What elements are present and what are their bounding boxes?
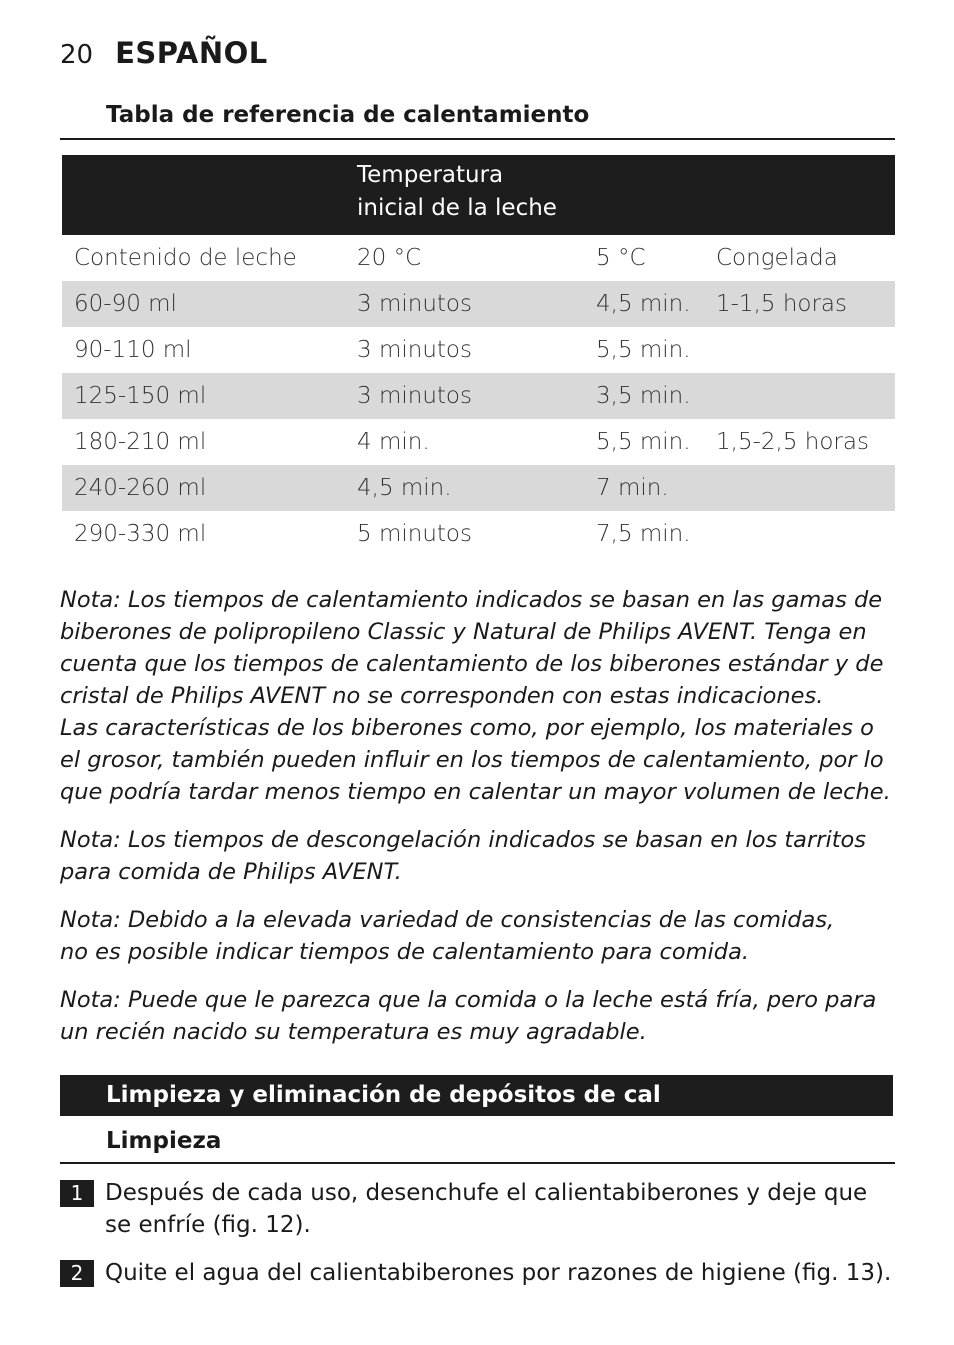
table-cell: 4,5 min. <box>357 465 596 511</box>
header-cell-initial-temperature <box>357 155 596 235</box>
note-paragraph: Nota: Debido a la elevada variedad de consistencias de las comidas, no es posible indicar tiempos de calentamiento para comida. <box>60 907 835 965</box>
table-cell: 240-260 ml <box>62 465 357 511</box>
step-text: Después de cada uso, desenchufe el calientabiberones y deje que se enfríe (fig. 12). <box>105 1180 868 1238</box>
step-item <box>60 1257 900 1289</box>
step-text: Quite el agua del calientabiberones por razones de higiene (fig. 13). <box>105 1260 892 1286</box>
table-cell: 5 minutos <box>357 521 472 547</box>
step-number-badge: 1 <box>60 1180 94 1207</box>
table-cell: 3,5 min. <box>596 373 716 419</box>
table-row <box>62 465 895 511</box>
step-item <box>60 1177 900 1241</box>
step-number-badge: 2 <box>60 1260 94 1287</box>
note-paragraph: Nota: Puede que le parezca que la comida o la leche está fría, pero para un recién nacido su temperatura es muy agradable. <box>60 987 877 1045</box>
table-cell: 7,5 min. <box>596 521 691 547</box>
table-cell: 1,5-2,5 horas <box>716 429 869 455</box>
header-cell <box>62 155 357 235</box>
header-cell <box>716 155 895 235</box>
header-cell <box>596 155 716 235</box>
table-cell: 4 min. <box>357 429 430 455</box>
page-header <box>60 36 268 70</box>
table-cell: 1-1,5 horas <box>716 281 895 327</box>
table-cell: 90-110 ml <box>74 337 192 363</box>
table-row <box>62 511 895 557</box>
table-cell: 5 °C <box>596 245 646 271</box>
language-heading: ESPAÑOL <box>115 36 268 70</box>
notes-section <box>60 584 900 1064</box>
table-cell: 3 minutos <box>357 337 472 363</box>
table-cell: 125-150 ml <box>62 373 357 419</box>
table-cell <box>716 511 895 557</box>
table-row <box>62 281 895 327</box>
table-cell: Contenido de leche <box>74 245 297 271</box>
table-cell: 7 min. <box>596 465 716 511</box>
table-row <box>62 419 895 465</box>
subsection-title: Limpieza <box>60 1128 895 1164</box>
table-row <box>62 235 895 281</box>
table-row <box>62 327 895 373</box>
table-cell: Congelada <box>716 245 838 271</box>
note-paragraph: Nota: Los tiempos de calentamiento indicados se basan en las gamas de biberones de polipropileno Classic y Natural de Philips AVENT. Tenga en cuenta que los tiempos de calentamiento de los biberones estándar y de cristal de Philips AVENT no se corresponden con estas indicaciones. Las características de los biberones como, por ejemplo, los materiales o el grosor, también pueden influir en los tiempos de calentamiento, por lo que podría tardar menos tiempo en calentar un mayor volumen de leche. <box>60 587 891 805</box>
note-paragraph: Nota: Los tiempos de descongelación indicados se basan en los tarritos para comida de Philips AVENT. <box>60 827 867 885</box>
table-title: Tabla de referencia de calentamiento <box>60 102 895 140</box>
table-cell <box>716 373 895 419</box>
table-cell: 3 minutos <box>357 373 596 419</box>
table-row <box>62 373 895 419</box>
table-cell: 180-210 ml <box>74 429 207 455</box>
heating-reference-table <box>62 155 895 557</box>
table-cell: 60-90 ml <box>62 281 357 327</box>
table-cell <box>716 327 895 373</box>
table-cell: 5,5 min. <box>596 337 691 363</box>
page-number: 20 <box>60 40 94 70</box>
table-cell: 20 °C <box>357 245 422 271</box>
header-label: Temperatura inicial de la leche <box>357 162 557 221</box>
table-cell: 3 minutos <box>357 281 596 327</box>
table-cell: 290-330 ml <box>74 521 207 547</box>
section-heading-band: Limpieza y eliminación de depósitos de cal <box>60 1075 893 1116</box>
table-cell: 5,5 min. <box>596 429 691 455</box>
table-header-row <box>62 155 895 235</box>
table-cell: 4,5 min. <box>596 281 716 327</box>
table-cell <box>716 465 895 511</box>
